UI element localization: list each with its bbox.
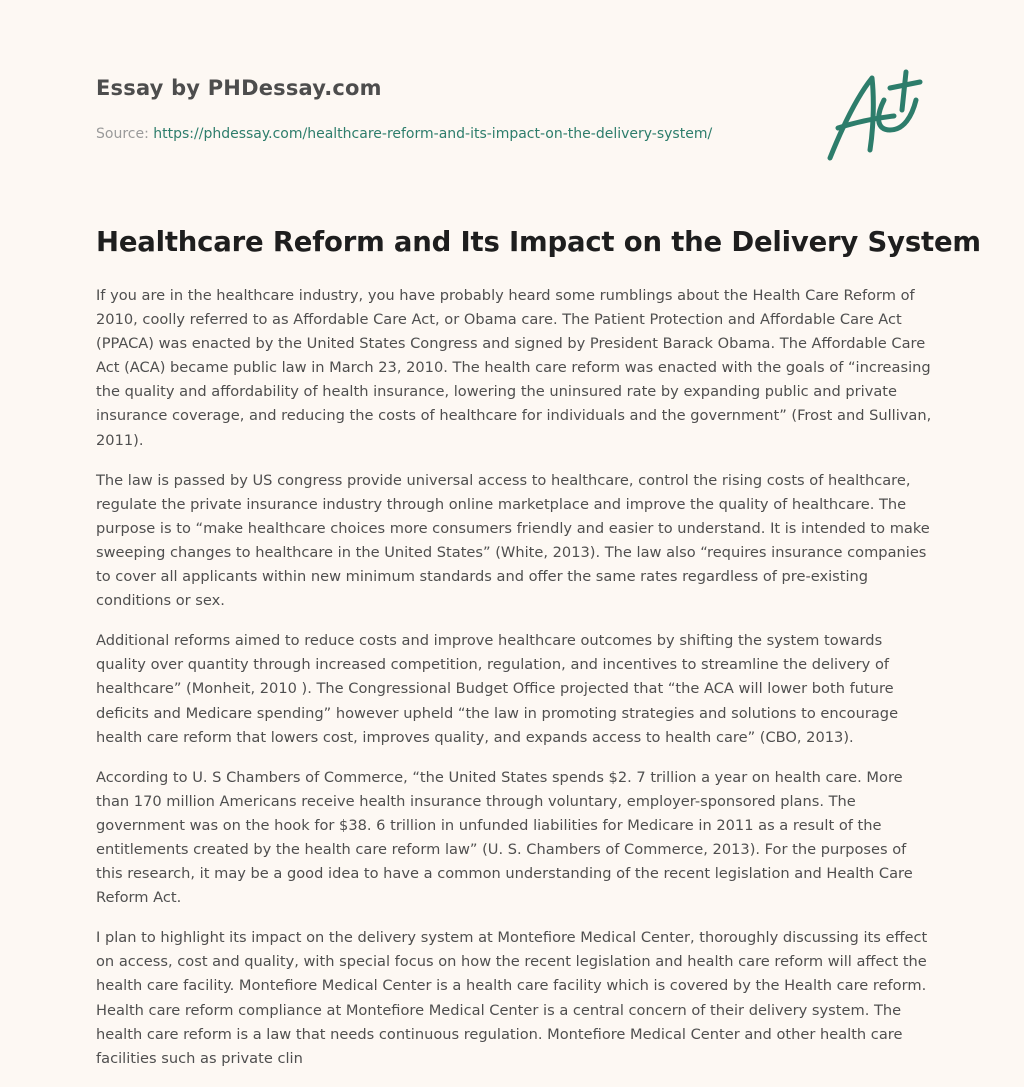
a-plus-logo-icon <box>820 66 930 166</box>
essay-paragraph: I plan to highlight its impact on the delivery system at Montefiore Medical Center, thoroughly discussing its effect on access, cost and quality, with special focus on how the recent legislation and health care reform will affect the health care facility. Montefiore Medical Center is a health care facility which is covered by the Health care reform. Health care reform compliance at Montefiore Medical Center is a central concern of their delivery system. The health care reform is a law that needs continuous regulation. Montefiore Medical Center and other health care facilities such as private clin <box>96 929 928 1067</box>
source-label: Source: <box>96 126 154 142</box>
page-header <box>96 76 796 142</box>
essay-title: Healthcare Reform and Its Impact on the Delivery System <box>96 226 981 258</box>
brand-title: Essay by PHDessay.com <box>96 76 382 100</box>
essay-body <box>96 284 934 1087</box>
essay-paragraph: According to U. S Chambers of Commerce, “the United States spends $2. 7 trillion a year on health care. More than 170 million Americans receive health insurance through voluntary, employer-sponsored plans. The government was on the hook for $38. 6 trillion in unfunded liabilities for Medicare in 2011 as a result of the entitlements created by the health care reform law” (U. S. Chambers of Commerce, 2013). For the purposes of this research, it may be a good idea to have a common understanding of the recent legislation and Health Care Reform Act. <box>96 768 913 907</box>
essay-paragraph: If you are in the healthcare industry, you have probably heard some rumblings about the Health Care Reform of 2010, coolly referred to as Affordable Care Act, or Obama care. The Patient Protection and Affordable Care Act (PPACA) was enacted by the United States Congress and signed by President Barack Obama. The Affordable Care Act (ACA) became public law in March 23, 2010. The health care reform was enacted with the goals of “increasing the quality and affordability of health insurance, lowering the uninsured rate by expanding public and private insurance coverage, and reducing the costs of healthcare for individuals and the government” (Frost and Sullivan, 2011). <box>96 287 932 449</box>
essay-paragraph: Additional reforms aimed to reduce costs and improve healthcare outcomes by shifting the system towards quality over quantity through increased competition, regulation, and incentives to streamline the delivery of healthcare” (Monheit, 2010 ). The Congressional Budget Office projected that “the ACA will lower both future deficits and Medicare spending” however upheld “the law in promoting strategies and solutions to encourage health care reform that lowers cost, improves quality, and expands access to health care” (CBO, 2013). <box>96 632 899 746</box>
source-line <box>96 126 712 142</box>
essay-paragraph: The law is passed by US congress provide universal access to healthcare, control the rising costs of healthcare, regulate the private insurance industry through online marketplace and improve the quality of healthcare. The purpose is to “make healthcare choices more consumers friendly and easier to understand. It is intended to make sweeping changes to healthcare in the United States” (White, 2013). The law also “requires insurance companies to cover all applicants within new minimum standards and offer the same rates regardless of pre-existing conditions or sex. <box>96 471 930 610</box>
source-link[interactable]: https://phdessay.com/healthcare-reform-and-its-impact-on-the-delivery-system/ <box>153 126 713 142</box>
